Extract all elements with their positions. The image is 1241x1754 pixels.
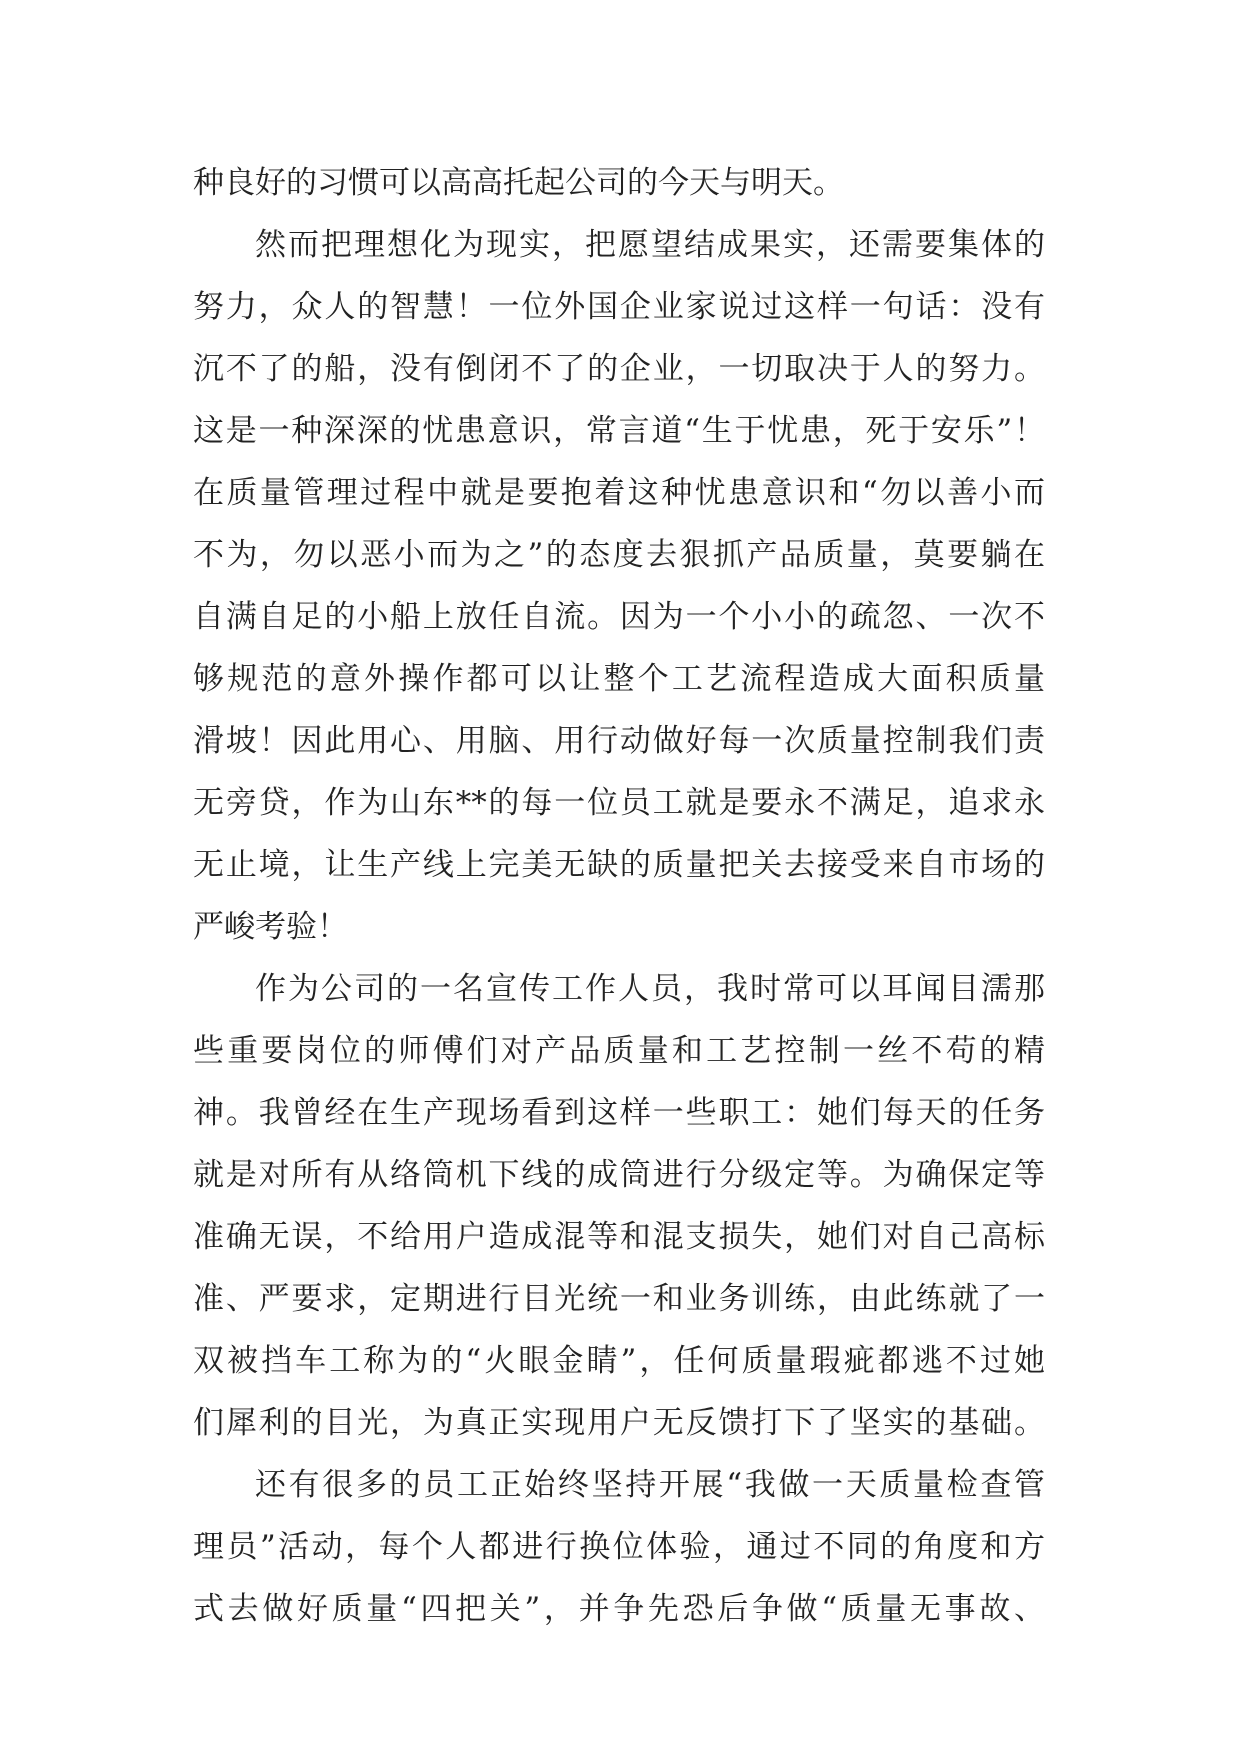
text-line: 神。我曾经在生产现场看到这样一些职工：她们每天的任务 [193, 1095, 1045, 1131]
text-line: 努力，众人的智慧！一位外国企业家说过这样一句话：没有 [193, 289, 1045, 325]
text-line: 作为公司的一名宣传工作人员，我时常可以耳闻目濡那 [255, 971, 1045, 1007]
text-line: 然而把理想化为现实，把愿望结成果实，还需要集体的 [255, 227, 1045, 263]
text-line: 严峻考验！ [193, 909, 348, 945]
text-line: 就是对所有从络筒机下线的成筒进行分级定等。为确保定等 [193, 1157, 1045, 1193]
text-line: 还有很多的员工正始终坚持开展“我做一天质量检查管 [255, 1467, 1045, 1503]
text-line: 不为，勿以恶小而为之”的态度去狠抓产品质量，莫要躺在 [193, 537, 1045, 573]
text-line: 双被挡车工称为的“火眼金睛”，任何质量瑕疵都逃不过她 [193, 1343, 1045, 1379]
text-line: 式去做好质量“四把关”，并争先恐后争做“质量无事故、 [193, 1591, 1045, 1627]
text-line: 这是一种深深的忧患意识，常言道“生于忧患，死于安乐”！ [193, 413, 1045, 449]
text-line: 们犀利的目光，为真正实现用户无反馈打下了坚实的基础。 [193, 1405, 1045, 1441]
text-line: 滑坡！因此用心、用脑、用行动做好每一次质量控制我们责 [193, 723, 1045, 759]
text-line: 种良好的习惯可以高高托起公司的今天与明天。 [193, 165, 844, 201]
text-line: 够规范的意外操作都可以让整个工艺流程造成大面积质量 [193, 661, 1045, 697]
text-line: 些重要岗位的师傅们对产品质量和工艺控制一丝不苟的精 [193, 1033, 1045, 1069]
text-line: 无止境，让生产线上完美无缺的质量把关去接受来自市场的 [193, 847, 1045, 883]
text-line: 在质量管理过程中就是要抱着这种忧患意识和“勿以善小而 [193, 475, 1045, 511]
text-line: 无旁贷，作为山东**的每一位员工就是要永不满足，追求永 [193, 785, 1045, 821]
document-body [193, 152, 1045, 1640]
text-line: 自满自足的小船上放任自流。因为一个小小的疏忽、一次不 [193, 599, 1045, 635]
text-line: 沉不了的船，没有倒闭不了的企业，一切取决于人的努力。 [193, 351, 1045, 387]
text-line: 准、严要求，定期进行目光统一和业务训练，由此练就了一 [193, 1281, 1045, 1317]
text-line: 理员”活动，每个人都进行换位体验，通过不同的角度和方 [193, 1529, 1045, 1565]
text-line: 准确无误，不给用户造成混等和混支损失，她们对自己高标 [193, 1219, 1045, 1255]
